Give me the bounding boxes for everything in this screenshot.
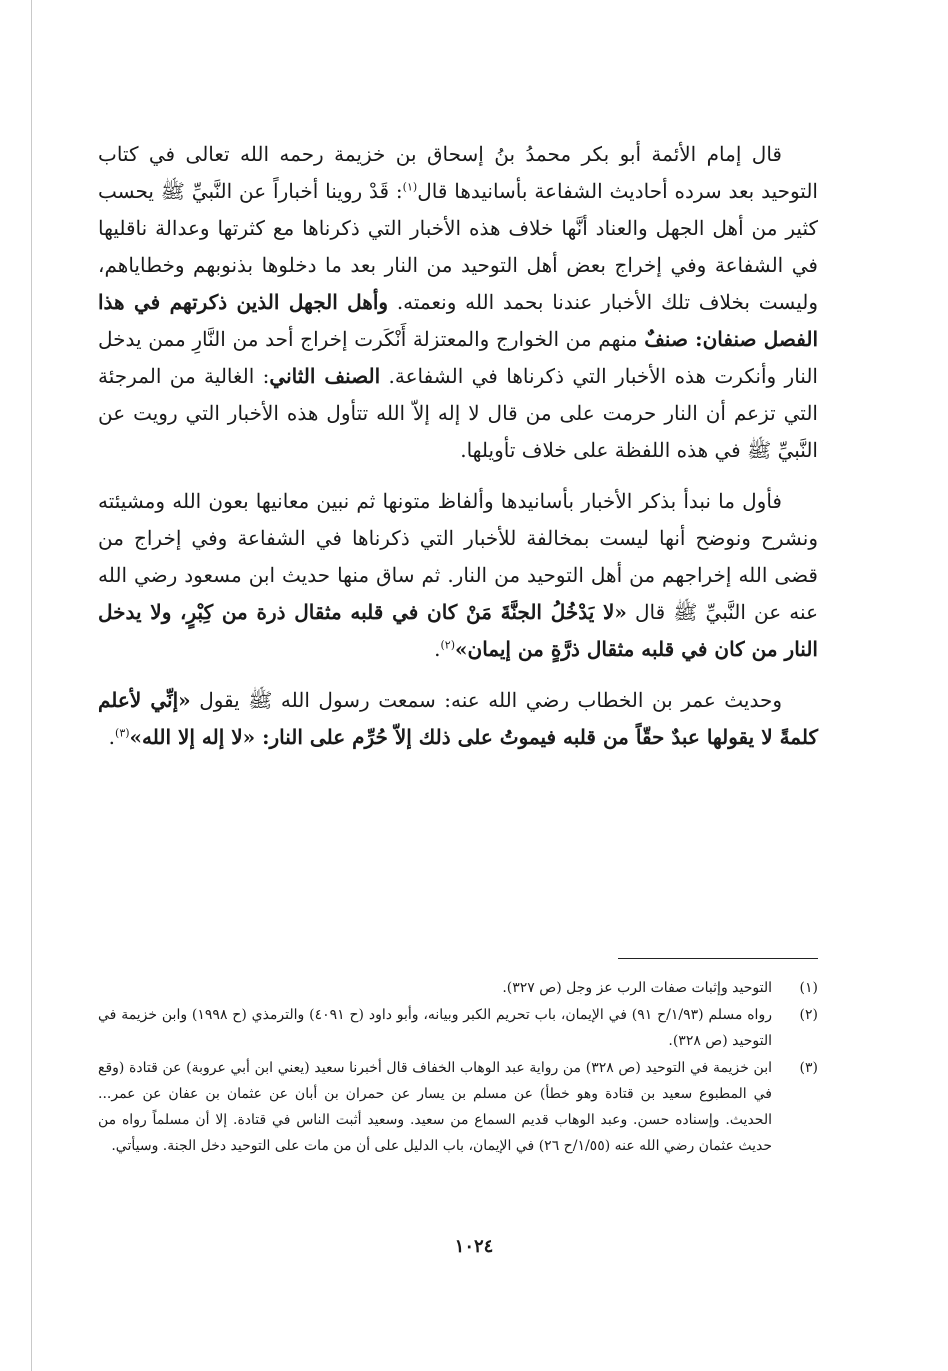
footnote-2 — [98, 1002, 818, 1054]
footnote-ref-3[interactable]: (٣) — [115, 726, 130, 740]
footnote-1 — [98, 975, 818, 1001]
text-run: . — [434, 637, 441, 661]
text-run: : الغالية من المرجئة التي تزعم أن النار حرمت على من قال لا إله إلاّ الله تتأول هذه الأخبار التي رويت عن النَّبيِّ ﷺ في هذه اللفظة على خلاف تأويلها. — [98, 364, 818, 462]
page-number: ١٠٢٤ — [454, 1236, 494, 1257]
footnote-number: (١) — [799, 980, 818, 996]
footnote-separator — [618, 958, 818, 959]
hadith-quote: «لا يَدْخُلُ الجنَّةَ مَنْ كان في قلبه مثقال ذرة من كِبْرٍ، ولا يدخل النار من كان في قلبه مثقال ذرَّةٍ من إيمان» — [98, 600, 818, 661]
text-run: منهم من الخوارج والمعتزلة أَنْكَرت إخراج أحد من النَّارِ ممن يدخل النار وأنكرت هذه الأخبار التي ذكرناها في الشفاعة. — [98, 327, 818, 388]
text-run: وحديث عمر بن الخطاب رضي الله عنه: سمعت رسول الله ﷺ يقول — [190, 688, 783, 712]
text-run: . — [108, 725, 116, 749]
paragraph-1 — [98, 136, 818, 469]
text-run: قال إمام الأئمة أبو بكر محمدُ بنُ إسحاق بن خزيمة رحمه الله تعالى في كتاب التوحيد بعد سرده أحاديث الشفاعة بأسانيدها قال — [98, 142, 818, 203]
footnote-ref-1[interactable]: (١) — [402, 180, 418, 194]
footnote-ref-2[interactable]: (٢) — [440, 638, 455, 652]
footnote-text: ابن خزيمة في التوحيد (ص ٣٢٨) من رواية عبد الوهاب الخفاف قال أخبرنا سعيد (يعني ابن أبي عروبة) عن قتادة (وقع في المطبوع سعيد بن قتادة وهو خطأ) عن مسلم بن يسار عن حمران بن أبان عن عثمان بن عفان عن عمر... الحديث. وإسناده حسن. وعبد الوهاب قديم السماع من سعيد. وسعيد أثبت الناس في قتادة. إلا أن مسلماً رواه من حديث عثمان رضي الله عنه (١/٥٥/ح ٢٦) في الإيمان، باب الدليل على أن من مات على التوحيد دخل الجنة. وسيأتي. — [98, 1060, 772, 1154]
page-edge-line — [31, 0, 32, 1371]
main-text — [98, 136, 818, 770]
footnote-text: التوحيد وإثبات صفات الرب عز وجل (ص ٣٢٧). — [502, 980, 772, 996]
paragraph-3 — [98, 682, 818, 756]
footnote-3 — [98, 1055, 818, 1159]
text-run: : قَدْ روينا أخباراً عن النَّبيِّ ﷺ يحسب كثير من أهل الجهل والعناد أنَّها خلاف هذه الأخبار التي ذكرناها مع كثرتها وعدالة ناقليها في الشفاعة وفي إخراج بعض أهل التوحيد من النار بعد ما دخلوها بذنوبهم وخطاياهم، وليست بخلاف تلك الأخبار عندنا بحمد الله ونعمته. — [98, 179, 818, 314]
bold-text: الصنف الثاني — [269, 364, 381, 388]
text-run: فأول ما نبدأ بذكر الأخبار بأسانيدها وألفاظ متونها ثم نبين معانيها بعون الله ومشيئته ونشرح ونوضح أنها ليست بمخالفة للأخبار التي ذكرناها في الشفاعة وفي إخراج من قضى الله إخراجهم من أهل التوحيد من النار. ثم ساق منها حديث ابن مسعود رضي الله عنه عن النَّبيِّ ﷺ قال — [98, 489, 818, 624]
bold-text: وأهل الجهل الذين ذكرتهم في هذا الفصل صنفان: صنفٌ — [98, 290, 819, 351]
footnotes — [98, 975, 818, 1160]
footnote-text: رواه مسلم (١/٩٣/ح ٩١) في الإيمان، باب تحريم الكبر وبيانه، وأبو داود (ح ٤٠٩١) والترمذي (ح ١٩٩٨) وابن خزيمة في التوحيد (ص ٣٢٨). — [98, 1007, 772, 1049]
hadith-quote: «إنِّي لأعلم كلمةً لا يقولها عبدٌ حقّاً من قلبه فيموتُ على ذلك إلاّ حُرِّم على النار: «لا إله إلا الله» — [98, 688, 818, 749]
footnote-number: (٢) — [799, 1007, 818, 1023]
footnote-number: (٣) — [799, 1060, 818, 1076]
paragraph-2 — [98, 483, 818, 668]
